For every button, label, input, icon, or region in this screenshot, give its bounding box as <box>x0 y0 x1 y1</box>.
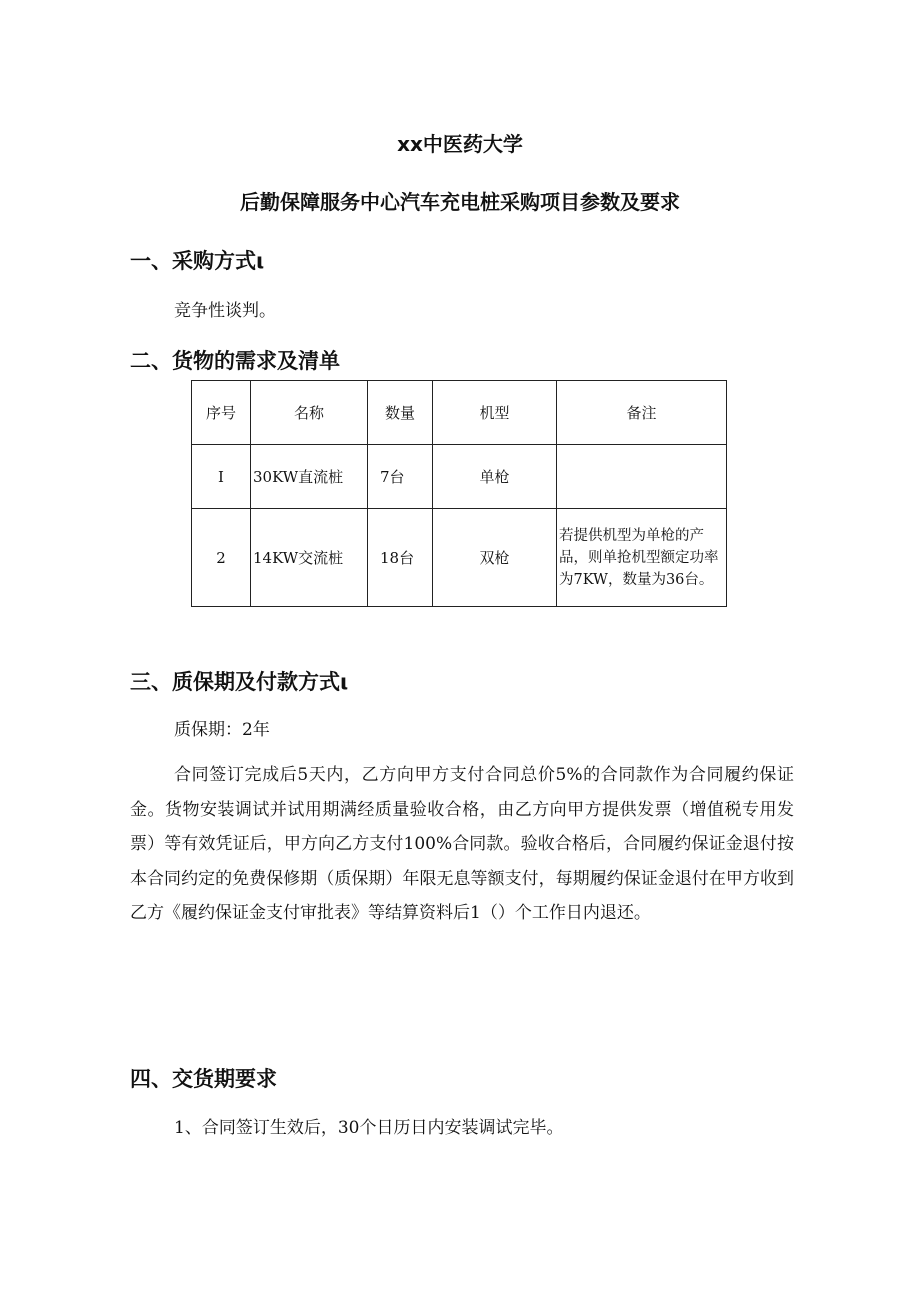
table-cell-name: 14KW交流桩 <box>251 509 368 607</box>
table-header-cell: 备注 <box>557 381 727 445</box>
table-cell-note <box>557 445 727 509</box>
warranty-period-text: 质保期：2年 <box>174 720 270 740</box>
table-header-cell: 序号 <box>192 381 251 445</box>
table-cell-qty: 7台 <box>368 445 433 509</box>
payment-terms-paragraph: 合同签订完成后5天内，乙方向甲方支付合同总价5%的合同款作为合同履约保证金。货物安装调试并试用期满经质量验收合格，由乙方向甲方提供发票（增值税专用发票）等有效凭证后，甲方向乙方支付100%合同款。验收合格后，合同履约保证金退付按本合同约定的免费保修期（质保期）年限无息等额支付，每期履约保证金退付在甲方收到乙方《履约保证金支付审批表》等结算资料后1（）个工作日内退还。 <box>130 765 794 923</box>
table-cell-name: 30KW直流桩 <box>251 445 368 509</box>
table-cell-qty: 18台 <box>368 509 433 607</box>
table-header-cell: 名称 <box>251 381 368 445</box>
section-heading-warranty-payment: 三、质保期及付款方式ι <box>130 670 349 694</box>
table-cell-model: 单枪 <box>433 445 557 509</box>
table-header-cell: 数量 <box>368 381 433 445</box>
delivery-item-1: 1、合同签订生效后，30个日历日内安装调试完毕。 <box>174 1118 564 1138</box>
goods-table <box>191 380 727 607</box>
section-heading-procurement-method: 一、采购方式ι <box>130 249 265 273</box>
table-row <box>192 445 727 509</box>
section-heading-delivery: 四、交货期要求 <box>130 1067 277 1091</box>
procurement-method-text: 竞争性谈判。 <box>174 301 276 321</box>
table-header-row <box>192 381 727 445</box>
section-heading-goods-list: 二、货物的需求及清单 <box>130 349 340 373</box>
document-subtitle: 后勤保障服务中心汽车充电桩采购项目参数及要求 <box>240 190 680 214</box>
table-row <box>192 509 727 607</box>
table-cell-no: I <box>192 445 251 509</box>
table-cell-model: 双枪 <box>433 509 557 607</box>
table-cell-note: 若提供机型为单枪的产品，则单抢机型额定功率为7KW，数量为36台。 <box>557 509 727 607</box>
table-header-cell: 机型 <box>433 381 557 445</box>
document-title: xx中医药大学 <box>397 132 523 156</box>
table-cell-no: 2 <box>192 509 251 607</box>
